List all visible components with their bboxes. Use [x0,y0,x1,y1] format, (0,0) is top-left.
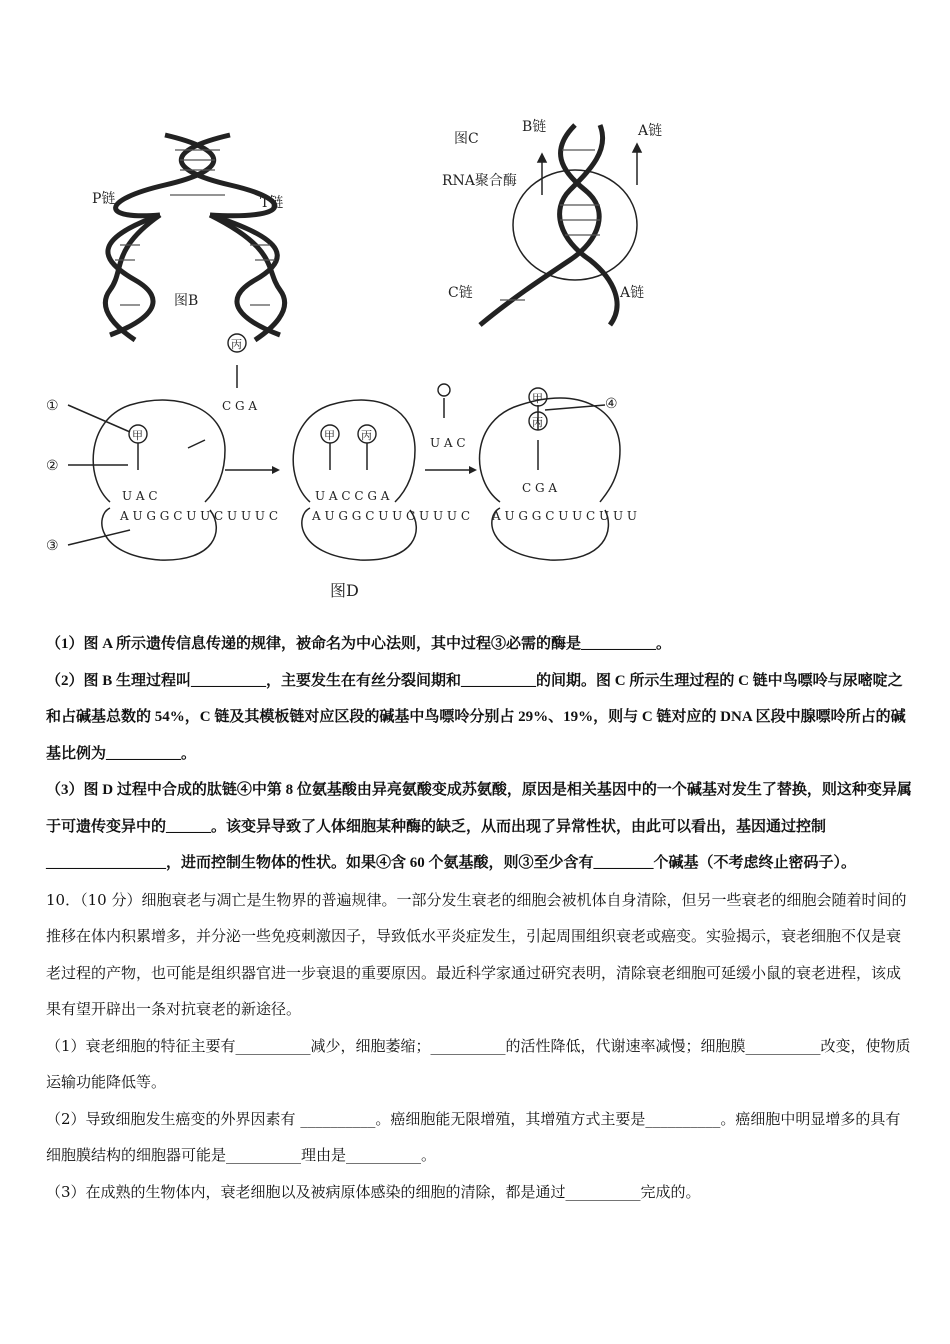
figure-d [40,330,640,605]
q10-part3: （3）在成熟的生物体内，衰老细胞以及被病原体感染的细胞的清除，都是通过__________完成的。 [46,1182,701,1201]
marker-1: ① [46,398,59,414]
fig-c-c-label: C链 [448,285,473,301]
panel3-anticodon: C G A [522,481,558,495]
panel2-anticodon: U A C C G A [315,489,390,503]
panel3-mrna: A U G G C U U C U U U C [492,509,640,523]
marker-3: ③ [46,538,59,554]
marker-2: ② [46,458,59,474]
marker-4: ④ [605,396,618,412]
q9-part2: （2）图 B 生理过程叫__________，主要发生在有丝分裂间期和__________的间期。图 C 所示生理过程的 C 链中鸟嘌呤与尿嘧啶之和占碱基总数的 54%，C 链及其模板链对应区段的碱基中鸟嘌呤分别占 29%、19%，则与 C 链对应的 DNA 区段中腺嘌呤所占的碱基比例为__________。 [46,672,906,762]
panel1-anticodon: U A C [122,489,158,503]
fig-c-caption: 图C [454,131,479,147]
q10-part1: （1）衰老细胞的特征主要有__________减少，细胞萎缩；__________的活性降低，代谢速率减慢；细胞膜__________改变，使物质运输功能降低等。 [46,1036,911,1091]
q10-part2: （2）导致细胞发生癌变的外界因素有 __________。癌细胞能无限增殖，其增殖方式主要是__________。癌细胞中明显增多的具有细胞膜结构的细胞器可能是__________理由是__________。 [46,1109,901,1164]
dna-replication-diagram [90,130,300,345]
top-trna-anticodon: C G A [222,399,258,413]
translation-diagram [40,330,640,605]
fig-b-p-label: P链 [92,191,116,207]
q10-intro: 10．（10 分）细胞衰老与凋亡是生物界的普遍规律。一部分发生衰老的细胞会被机体自身清除，但另一些衰老的细胞会随着时间的推移在体内积累增多，并分泌一些免疫刺激因子，导致低水平炎症发生，引起周围组织衰老或癌变。实验揭示，衰老细胞不仅是衰老过程的产物，也可能是组织器官进一步衰退的重要原因。最近科学家通过研究表明，清除衰老细胞可延缓小鼠的衰老进程，该成果有望开辟出一条对抗衰老的新途径。 [46,890,907,1018]
fig-c-a-top-label: A链 [638,123,663,139]
fig-d-caption: 图D [330,581,359,600]
panel2-mrna: A U G G C U U C U U U C [312,509,471,523]
fig-c-rna-pol-label: RNA聚合酶 [442,173,517,189]
panel1-mrna: A U G G C U U C U U U C [120,509,279,523]
free-trna-anticodon: U A C [430,436,466,450]
question-text [46,626,912,1210]
top-trna-bing: 丙 [231,338,242,351]
panel2-bing: 丙 [361,429,372,442]
panel3-bing: 丙 [532,416,543,429]
q9-part1: （1）图 A 所示遗传信息传递的规律，被命名为中心法则，其中过程③必需的酶是__________。 [46,636,672,652]
panel2-jia: 甲 [324,429,335,442]
fig-c-a-bottom-label: A链 [620,285,645,301]
figure-c [440,110,670,345]
q9-part3: （3）图 D 过程中合成的肽链④中第 8 位氨基酸由异亮氨酸变成苏氨酸，原因是相关基因中的一个碱基对发生了替换，则这种变异属于可遗传变异中的______。该变异导致了人体细胞某种酶的缺乏，从而出现了异常性状，由此可以看出，基因通过控制________________，进而控制生物体的性状。如果④含 60 个氨基酸，则③至少含有________个碱基（不考虑终止密码子）。 [46,782,912,871]
fig-c-b-label: B链 [522,119,547,135]
figure-b [90,130,300,345]
fig-b-t-label: T链 [260,195,284,211]
fig-b-caption: 图B [174,293,199,309]
panel1-jia: 甲 [132,429,143,442]
panel3-jia: 甲 [532,392,543,405]
